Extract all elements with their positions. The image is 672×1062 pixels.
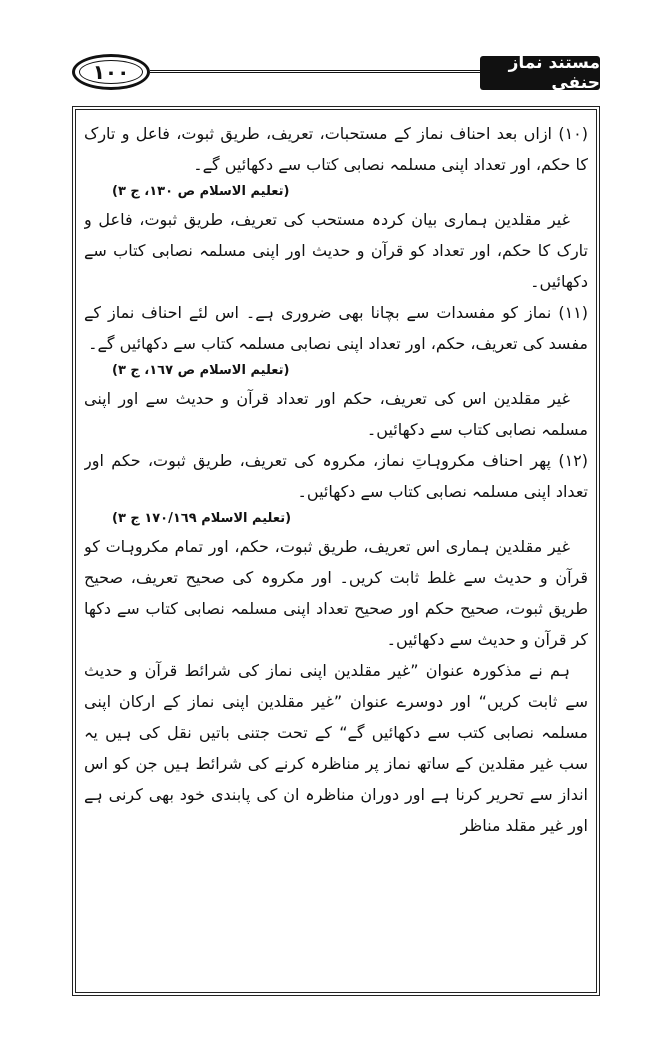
paragraph-conclusion: ہم نے مذکورہ عنوان ”غیر مقلدین اپنی نماز کی شرائط قرآن و حدیث سے ثابت کریں“ اور دوسرے عنوان ”غیر مقلدین اپنی نماز کے ارکان اپنی مسلمہ نصابی کتب سے دکھائیں گے“ کے تحت جتنی باتیں نقل کی ہیں یہ سب غیر مقلدین کے ساتھ نماز پر مناظرہ کرنے کی شرائط ہیں جن کو اس انداز سے تحریر کرنا ہے اور دوران مناظرہ ان کی پابندی خود بھی کرنی ہے اور غیر مقلد مناظر (84, 661, 588, 835)
paragraph-12: (١٢) پھر احناف مکروہاتِ نماز، مکروہ کی تعریف، طریق ثبوت، حکم اور تعداد اپنی مسلمہ نصابی کتاب سے دکھائیں۔ (84, 451, 588, 501)
book-title: مستند نماز حنفی (480, 56, 600, 90)
paragraph-11-reply: غیر مقلدین اس کی تعریف، حکم اور تعداد قرآن و حدیث سے اور اپنی مسلمہ نصابی کتاب سے دکھائیں۔ (84, 389, 588, 439)
paragraph-10: (١٠) ازاں بعد احناف نماز کے مستحبات، تعریف، طریق ثبوت، فاعل و تارک کا حکم، اور تعداد اپنی مسلمہ نصابی کتاب سے دکھائیں گے۔ (84, 124, 588, 174)
page-number: ١٠٠ (92, 60, 130, 84)
page-number-badge (72, 54, 150, 90)
paragraph-11: (١١) نماز کو مفسدات سے بچانا بھی ضروری ہے۔ اس لئے احناف نماز کے مفسد کی تعریف، حکم، اور تعداد اپنی نصابی مسلمہ کتاب سے دکھائیں گے۔ (84, 303, 588, 353)
reference-11: (تعلیم الاسلام ص ١٦٧، ج ٣) (112, 363, 290, 378)
paragraph-10-reply: غیر مقلدین ہماری بیان کردہ مستحب کی تعریف، طریق ثبوت، فاعل و تارک کا حکم، اور تعداد کو قرآن و حدیث اور اپنی مسلمہ نصابی کتاب سے دکھائیں۔ (84, 210, 588, 291)
paragraph-12-reply: غیر مقلدین ہماری اس تعریف، طریق ثبوت، حکم، اور تمام مکروہات کو قرآن و حدیث سے غلط ثابت کریں۔ اور مکروہ کی صحیح تعریف، صحیح طریق ثبوت، صحیح حکم اور صحیح تعداد اپنی مسلمہ نصابی کتاب سے دکھا کر قرآن و حدیث سے دکھائیں۔ (84, 537, 588, 649)
reference-12: (تعلیم الاسلام ١٧٠/١٦٩ ج ٣) (112, 511, 292, 526)
page-body (84, 118, 588, 986)
reference-10: (تعلیم الاسلام ص ١٣٠، ج ٣) (112, 184, 290, 199)
